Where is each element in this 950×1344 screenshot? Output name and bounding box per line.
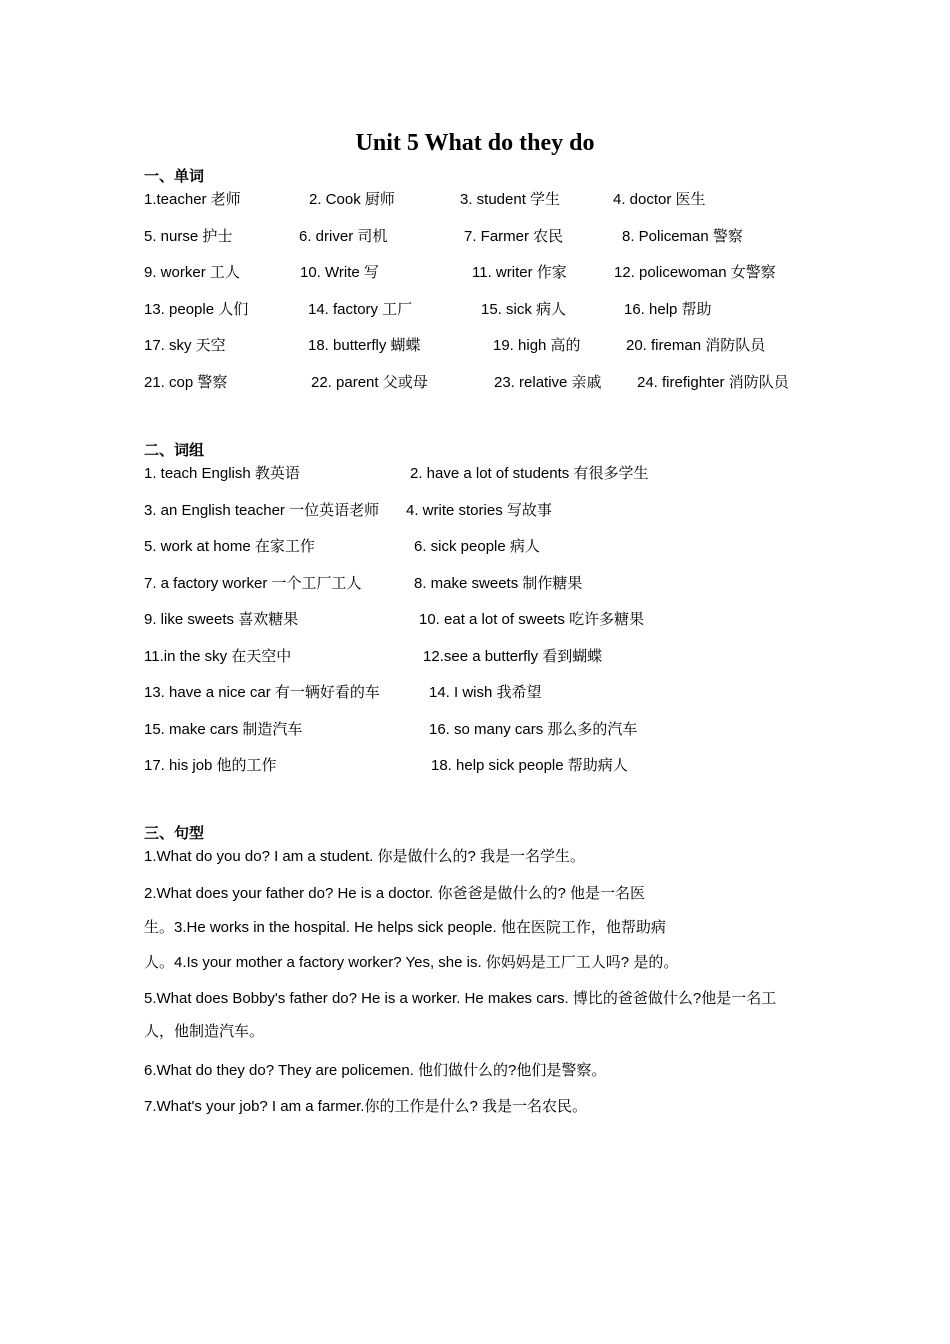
phrase-item: 10. eat a lot of sweets 吃许多糖果 xyxy=(419,611,645,628)
word-item: 6. driver 司机 xyxy=(299,228,388,245)
word-item: 18. butterfly 蝴蝶 xyxy=(308,337,421,354)
word-item: 17. sky 天空 xyxy=(144,337,226,354)
sentence-line: 1.What do you do? I am a student. 你是做什么的? 我是一名学生。 xyxy=(144,848,585,865)
word-item: 16. help 帮助 xyxy=(624,301,712,318)
word-item: 22. parent 父或母 xyxy=(311,374,428,391)
phrase-item: 4. write stories 写故事 xyxy=(406,502,552,519)
phrase-item: 11.in the sky 在天空中 xyxy=(144,648,292,665)
word-item: 23. relative 亲戚 xyxy=(494,374,602,391)
word-item: 1.teacher 老师 xyxy=(144,191,241,208)
word-item: 8. Policeman 警察 xyxy=(622,228,743,245)
section-heading-sentences: 三、句型 xyxy=(144,825,205,842)
word-item: 15. sick 病人 xyxy=(481,301,567,318)
word-item: 19. high 高的 xyxy=(493,337,581,354)
phrase-item: 7. a factory worker 一个工厂工人 xyxy=(144,575,362,592)
word-item: 12. policewoman 女警察 xyxy=(614,264,776,281)
phrase-item: 15. make cars 制造汽车 xyxy=(144,721,303,738)
word-item: 4. doctor 医生 xyxy=(613,191,706,208)
word-item: 7. Farmer 农民 xyxy=(464,228,564,245)
phrase-item: 9. like sweets 喜欢糖果 xyxy=(144,611,299,628)
phrase-item: 13. have a nice car 有一辆好看的车 xyxy=(144,684,380,701)
word-item: 21. cop 警察 xyxy=(144,374,228,391)
sentence-line: 2.What does your father do? He is a doctor. 你爸爸是做什么的? 他是一名医 xyxy=(144,885,646,902)
phrase-item: 2. have a lot of students 有很多学生 xyxy=(410,465,649,482)
word-item: 10. Write 写 xyxy=(300,264,379,281)
sentence-line: 人。4.Is your mother a factory worker? Yes, she is. 你妈妈是工厂工人吗? 是的。 xyxy=(144,954,679,971)
phrase-item: 18. help sick people 帮助病人 xyxy=(431,757,628,774)
phrase-item: 16. so many cars 那么多的汽车 xyxy=(429,721,638,738)
word-item: 14. factory 工厂 xyxy=(308,301,413,318)
section-heading-words: 一、单词 xyxy=(144,168,205,185)
sentence-line: 生。3.He works in the hospital. He helps sick people. 他在医院工作，他帮助病 xyxy=(144,919,666,936)
word-item: 9. worker 工人 xyxy=(144,264,240,281)
phrase-item: 5. work at home 在家工作 xyxy=(144,538,315,555)
word-item: 3. student 学生 xyxy=(460,191,561,208)
word-item: 24. firefighter 消防队员 xyxy=(637,374,789,391)
sentence-line: 5.What does Bobby's father do? He is a worker. He makes cars. 博比的爸爸做什么?他是一名工 xyxy=(144,990,777,1007)
word-item: 2. Cook 厨师 xyxy=(309,191,395,208)
phrase-item: 1. teach English 教英语 xyxy=(144,465,300,482)
word-item: 13. people 人们 xyxy=(144,301,249,318)
phrase-item: 12.see a butterfly 看到蝴蝶 xyxy=(423,648,603,665)
phrase-item: 14. I wish 我希望 xyxy=(429,684,542,701)
word-item: 11. writer 作家 xyxy=(472,264,567,281)
word-item: 20. fireman 消防队员 xyxy=(626,337,766,354)
phrase-item: 6. sick people 病人 xyxy=(414,538,540,555)
sentence-line: 7.What's your job? I am a farmer.你的工作是什么? 我是一名农民。 xyxy=(144,1098,587,1115)
page-title: Unit 5 What do they do xyxy=(355,130,595,156)
sentence-line: 6.What do they do? They are policemen. 他们做什么的?他们是警察。 xyxy=(144,1062,607,1079)
section-heading-phrases: 二、词组 xyxy=(144,442,205,459)
sentence-line: 人，他制造汽车。 xyxy=(144,1023,265,1040)
word-item: 5. nurse 护士 xyxy=(144,228,233,245)
phrase-item: 3. an English teacher 一位英语老师 xyxy=(144,502,380,519)
phrase-item: 8. make sweets 制作糖果 xyxy=(414,575,583,592)
phrase-item: 17. his job 他的工作 xyxy=(144,757,277,774)
